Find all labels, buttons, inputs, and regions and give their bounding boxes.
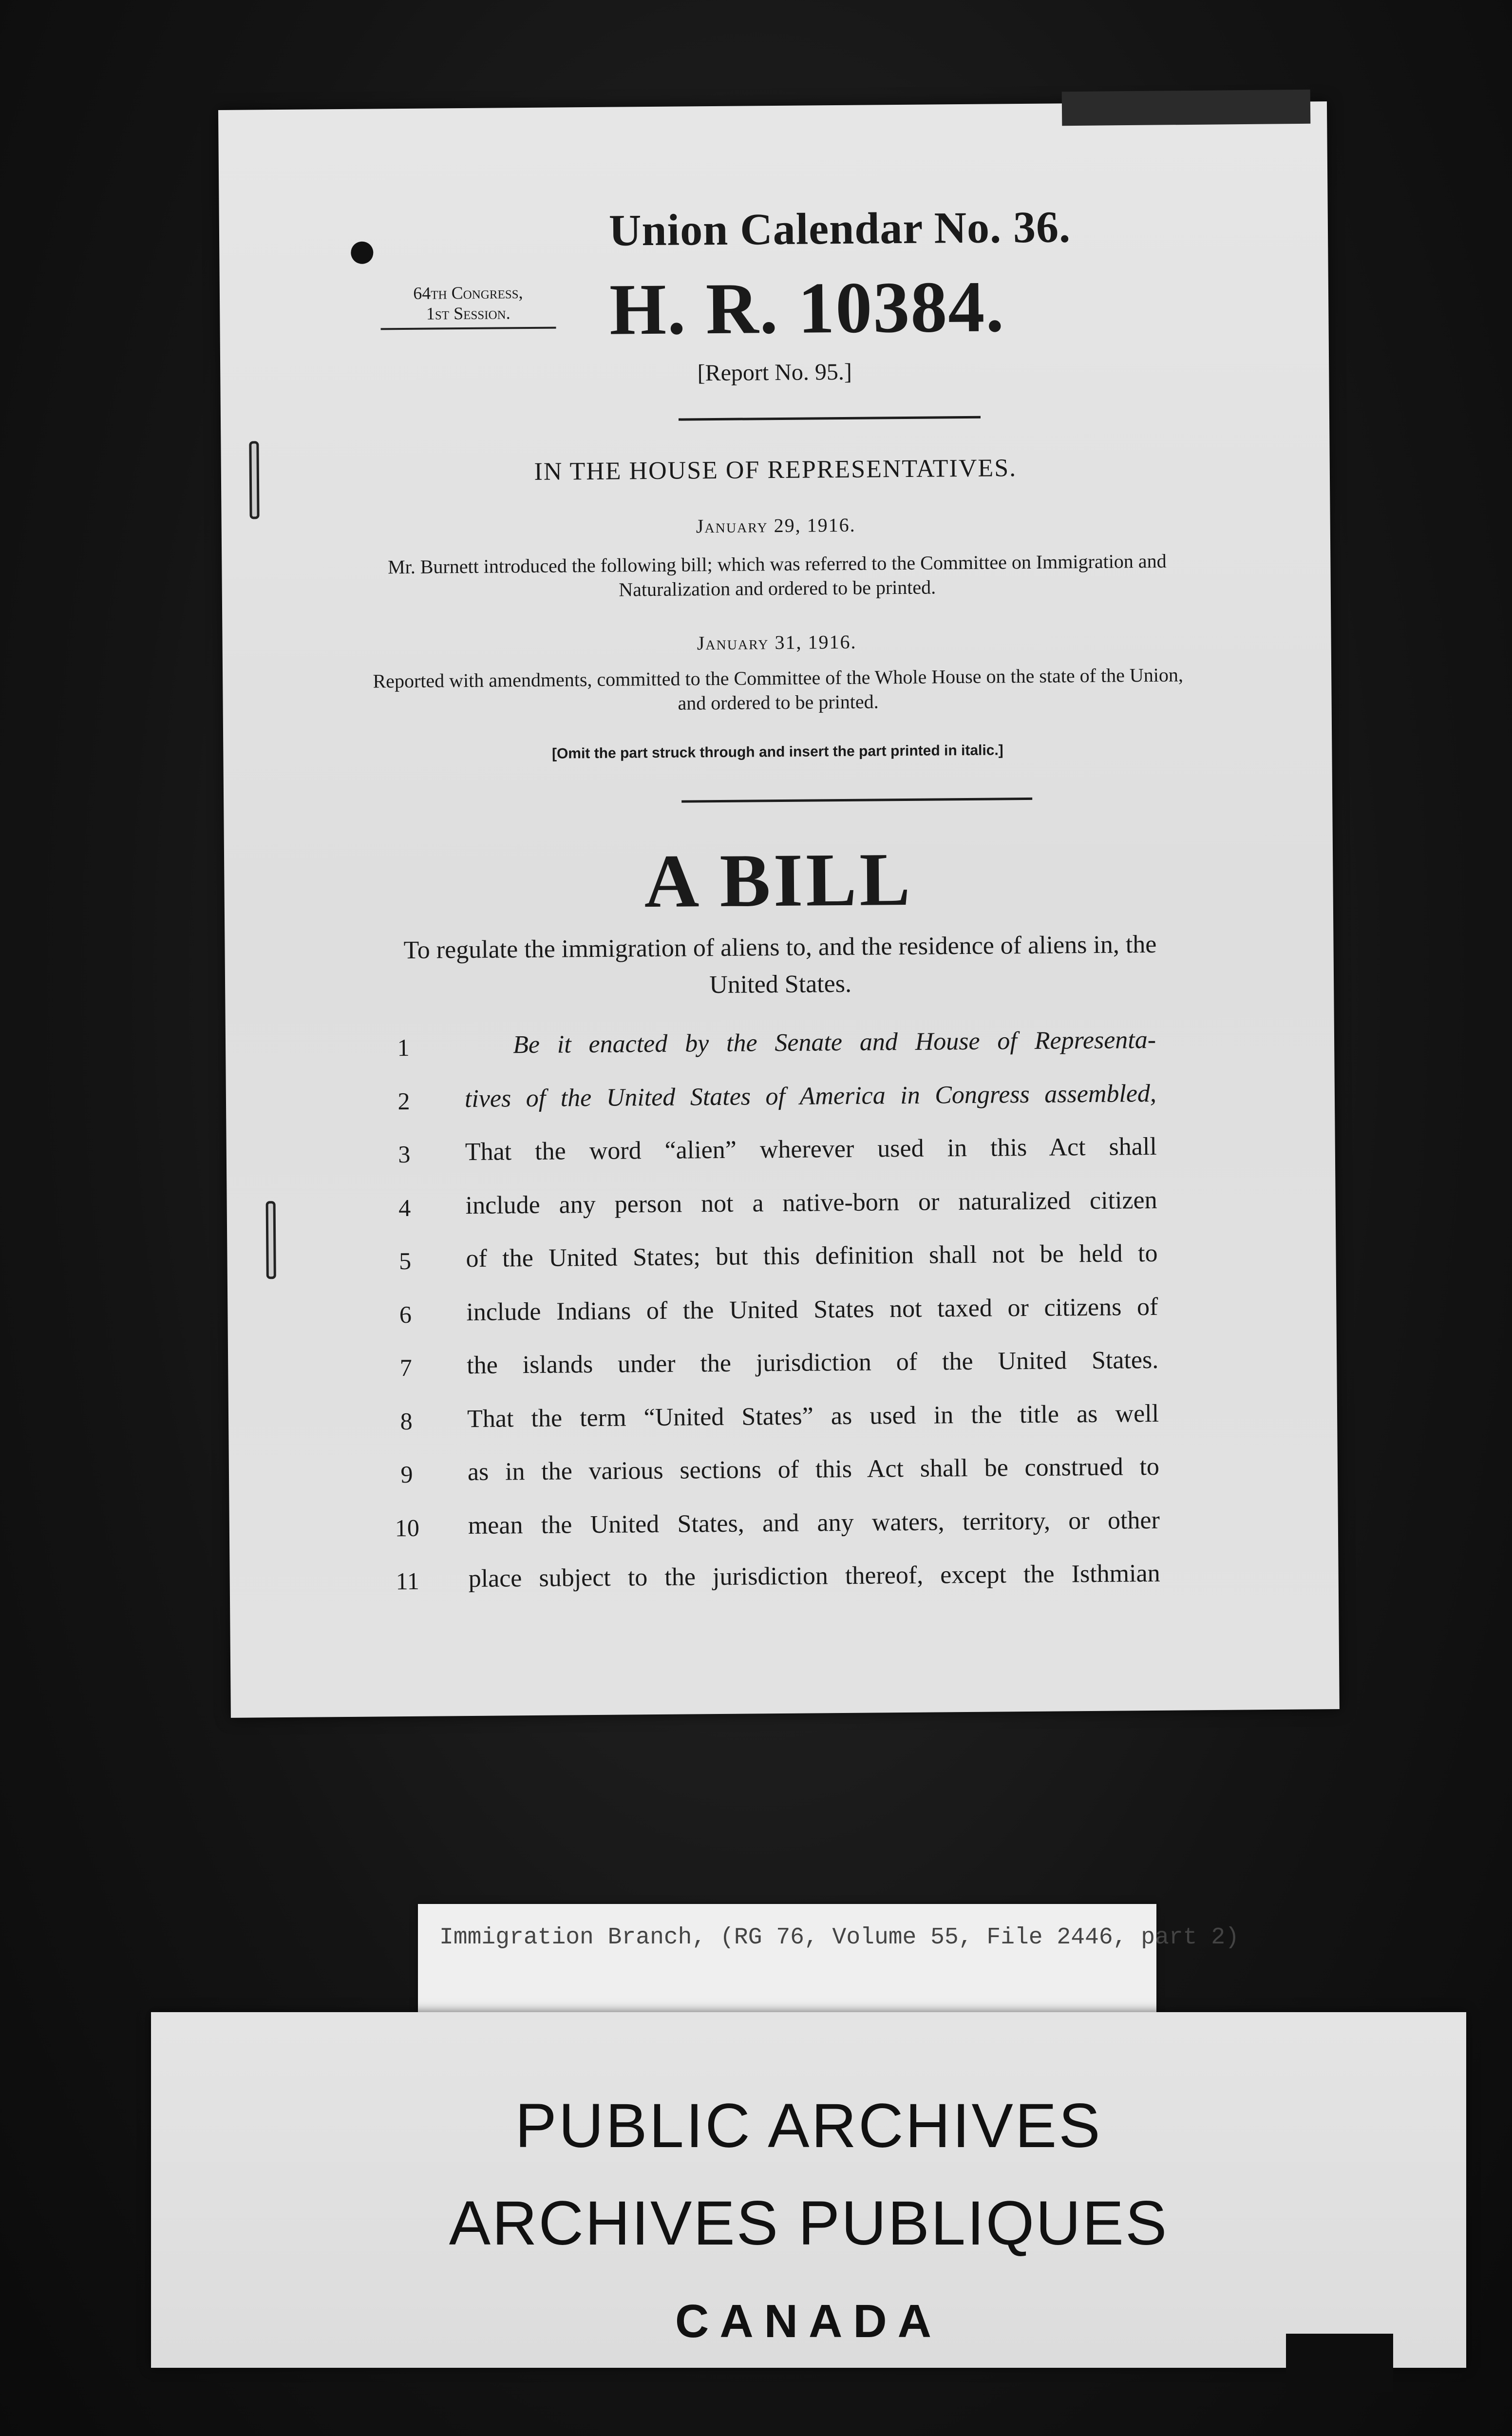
union-calendar-number: Union Calendar No. 36. (608, 202, 1071, 255)
archives-stamp (151, 2012, 1466, 2368)
bill-line (390, 1445, 1218, 1505)
line-number: 9 (400, 1460, 413, 1488)
line-number: 7 (399, 1353, 413, 1382)
line-text: include any person not a native-born or naturalized citizen (465, 1186, 1157, 1219)
line-number: 1 (397, 1033, 410, 1062)
omit-note: [Omit the part struck through and insert the part printed in italic.] (551, 742, 1003, 762)
bill-purpose: To regulate the immigration of aliens to, and the residence of aliens in, the United States. (403, 930, 1157, 999)
bill-line (390, 1552, 1219, 1612)
divider-rule (681, 798, 1032, 803)
line-text: That the word “alien” wherever used in this Act shall (465, 1132, 1157, 1166)
line-text: as in the various sections of this Act shall be construed to (467, 1452, 1160, 1486)
bill-text-lines (386, 1018, 1219, 1612)
line-text: tives of the United States of America in Congress assembled, (464, 1079, 1157, 1113)
line-number: 11 (396, 1567, 420, 1595)
bill-line (388, 1285, 1217, 1345)
bill-line (390, 1498, 1218, 1558)
line-text: Be it enacted by the Senate and House of Representa- (512, 1026, 1156, 1059)
line-number: 5 (398, 1247, 412, 1275)
bill-number: H. R. 10384. (609, 266, 1005, 350)
line-number: 6 (399, 1300, 412, 1328)
bill-line (387, 1071, 1215, 1131)
date-reported: January 31, 1916. (697, 630, 857, 654)
line-number: 8 (400, 1407, 413, 1435)
line-number: 3 (398, 1140, 411, 1168)
line-text: the islands under the jurisdiction of the United States. (467, 1346, 1159, 1380)
bill-line (389, 1338, 1217, 1398)
report-number: [Report No. 95.] (697, 359, 852, 386)
reported-text: Reported with amendments, committed to the Committee of the Whole House on the state of the Union, and ordered to be printed. (373, 664, 1184, 714)
date-introduced: January 29, 1916. (696, 514, 856, 537)
bill-page (218, 101, 1340, 1718)
archive-reference-label (418, 1904, 1239, 2026)
line-text: place subject to the jurisdiction thereof, except the Isthmian (468, 1559, 1160, 1593)
punch-hole (351, 242, 373, 264)
line-text: include Indians of the United States not taxed or citizens of (466, 1293, 1158, 1326)
archive-reference: Immigration Branch, (RG 76, Volume 55, File 2446, part 2) (439, 1924, 1239, 1951)
line-number: 4 (398, 1194, 411, 1221)
bill-line (388, 1232, 1216, 1292)
house-heading: IN THE HOUSE OF REPRESENTATIVES. (534, 454, 1017, 486)
bill-line (387, 1178, 1216, 1238)
bill-line (387, 1125, 1215, 1185)
page-corner-shadow (1062, 90, 1311, 126)
divider-rule (679, 416, 981, 421)
session-line: 1st Session. (426, 303, 510, 324)
line-text: mean the United States, and any waters, territory, or other (468, 1506, 1160, 1540)
bill-heading: A BILL (643, 837, 914, 924)
stamp-line-english: PUBLIC ARCHIVES (515, 2091, 1102, 2161)
stamp-line-french: ARCHIVES PUBLIQUES (449, 2189, 1169, 2258)
congress-underline (381, 327, 556, 330)
binder-clip-bottom (266, 1201, 276, 1279)
stamp-line-country: CANADA (675, 2295, 942, 2347)
bill-line (389, 1391, 1218, 1451)
line-number: 2 (397, 1087, 410, 1115)
line-text: That the term “United States” as used in the title as well (467, 1399, 1159, 1433)
congress-line: 64th Congress, (413, 283, 523, 303)
congress-session (380, 282, 556, 324)
stamp-corner-shadow (1286, 2334, 1393, 2392)
bill-line (386, 1018, 1215, 1078)
introduction-text: Mr. Burnett introduced the following bill; which was referred to the Committee on Immigration and Naturalization and ordered to be printed. (387, 550, 1167, 601)
line-text: of the United States; but this definition shall not be held to (466, 1239, 1158, 1273)
line-number: 10 (395, 1514, 420, 1542)
